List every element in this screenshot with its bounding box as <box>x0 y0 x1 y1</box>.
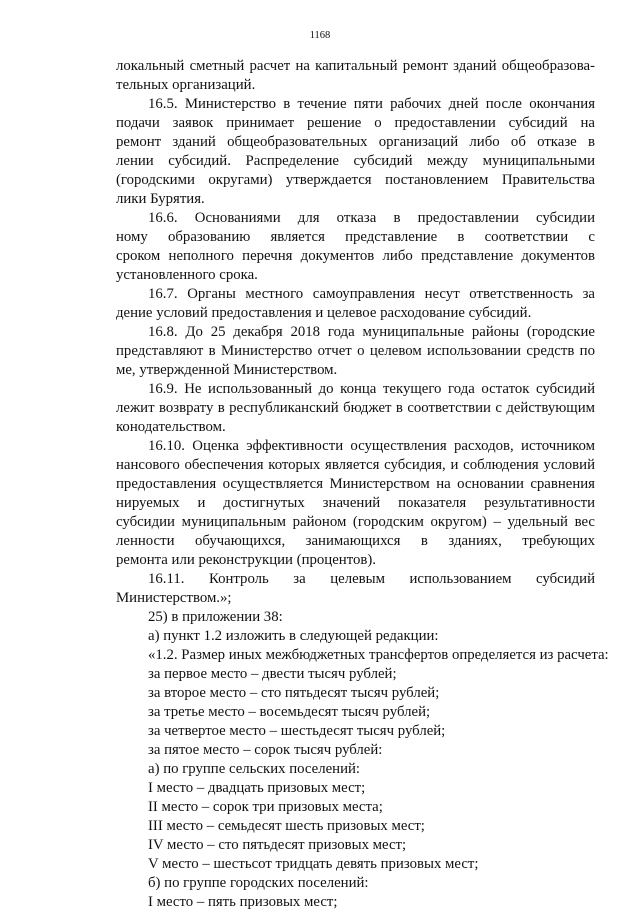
text-line: (городскими округами) утверждается постановлением Правительства <box>116 172 595 188</box>
text-line: V место – шестьсот тридцать девять призовых мест; <box>148 856 479 872</box>
text-line: III место – семьдесят шесть призовых мест; <box>148 818 425 834</box>
text-line: сроком неполного перечня документов либо представление документов <box>116 248 595 264</box>
text-line: за пятое место – сорок тысяч рублей: <box>148 742 383 758</box>
page-number: 1168 <box>309 30 331 41</box>
text-line: дение условий предоставления и целевое расходование субсидий. <box>116 305 532 321</box>
text-line: ме, утвержденной Министерством. <box>116 362 338 378</box>
text-line: предоставления осуществляется Министерством на основании сравнения <box>116 476 595 492</box>
text-line: за четвертое место – шестьдесят тысяч рублей; <box>148 723 446 739</box>
text-line: 25) в приложении 38: <box>148 609 283 625</box>
text-line: IV место – сто пятьдесят призовых мест; <box>148 837 407 853</box>
text-line: нируемых и достигнутых значений показателя результативности <box>116 495 595 511</box>
text-line: за второе место – сто пятьдесят тысяч рублей; <box>148 685 440 701</box>
text-line: ремонт зданий общеобразовательных организаций либо об отказе в <box>116 134 595 150</box>
text-line: субсидии муниципальным районом (городским округом) – удельный вес <box>116 514 595 530</box>
text-line: I место – двадцать призовых мест; <box>148 780 366 796</box>
text-line: представляют в Министерство отчет о целевом использовании средств по <box>116 343 595 359</box>
text-line: ремонта или реконструкции (процентов). <box>116 552 376 568</box>
text-line: Министерством.»; <box>116 590 232 606</box>
text-line: локальный сметный расчет на капитальный ремонт зданий общеобразова- <box>116 58 595 74</box>
text-line: 16.8. До 25 декабря 2018 года муниципальные районы (городские <box>148 324 595 340</box>
text-line: 16.9. Не использованный до конца текущего года остаток субсидий <box>148 381 595 397</box>
text-line: 16.5. Министерство в течение пяти рабочих дней после окончания <box>148 96 595 112</box>
text-line: установленного срока. <box>116 267 258 283</box>
text-line: за первое место – двести тысяч рублей; <box>148 666 397 682</box>
text-line: «1.2. Размер иных межбюджетных трансфертов определяется из расчета: <box>148 647 609 663</box>
text-line: а) по группе сельских поселений: <box>148 761 361 777</box>
text-line: лении субсидий. Распределение субсидий между муниципальными <box>116 153 595 169</box>
text-line: ному образованию является представление в соответствии с <box>116 229 595 245</box>
text-line: конодательством. <box>116 419 226 435</box>
text-line: за третье место – восемьдесят тысяч рублей; <box>148 704 431 720</box>
text-line: а) пункт 1.2 изложить в следующей редакции: <box>148 628 439 644</box>
text-line: II место – сорок три призовых места; <box>148 799 383 815</box>
text-line: 16.7. Органы местного самоуправления несут ответственность за <box>148 286 595 302</box>
text-line: подачи заявок принимает решение о предоставлении субсидий на <box>116 115 595 131</box>
document-body <box>116 57 609 912</box>
text-line: 16.6. Основаниями для отказа в предоставлении субсидии <box>148 210 595 226</box>
text-line: лики Бурятия. <box>116 191 205 207</box>
text-line: 16.11. Контроль за целевым использованием субсидий <box>148 571 595 587</box>
text-line: тельных организаций. <box>116 77 256 93</box>
text-line: I место – пять призовых мест; <box>148 894 338 910</box>
text-line: ленности обучающихся, занимающихся в зданиях, требующих <box>116 533 595 549</box>
text-line: лежит возврату в республиканский бюджет в соответствии с действующим <box>116 400 595 416</box>
text-line: нансового обеспечения которых является субсидия, и соблюдения условий <box>116 457 595 473</box>
text-line: б) по группе городских поселений: <box>148 875 369 891</box>
text-line: 16.10. Оценка эффективности осуществления расходов, источником <box>148 438 595 454</box>
